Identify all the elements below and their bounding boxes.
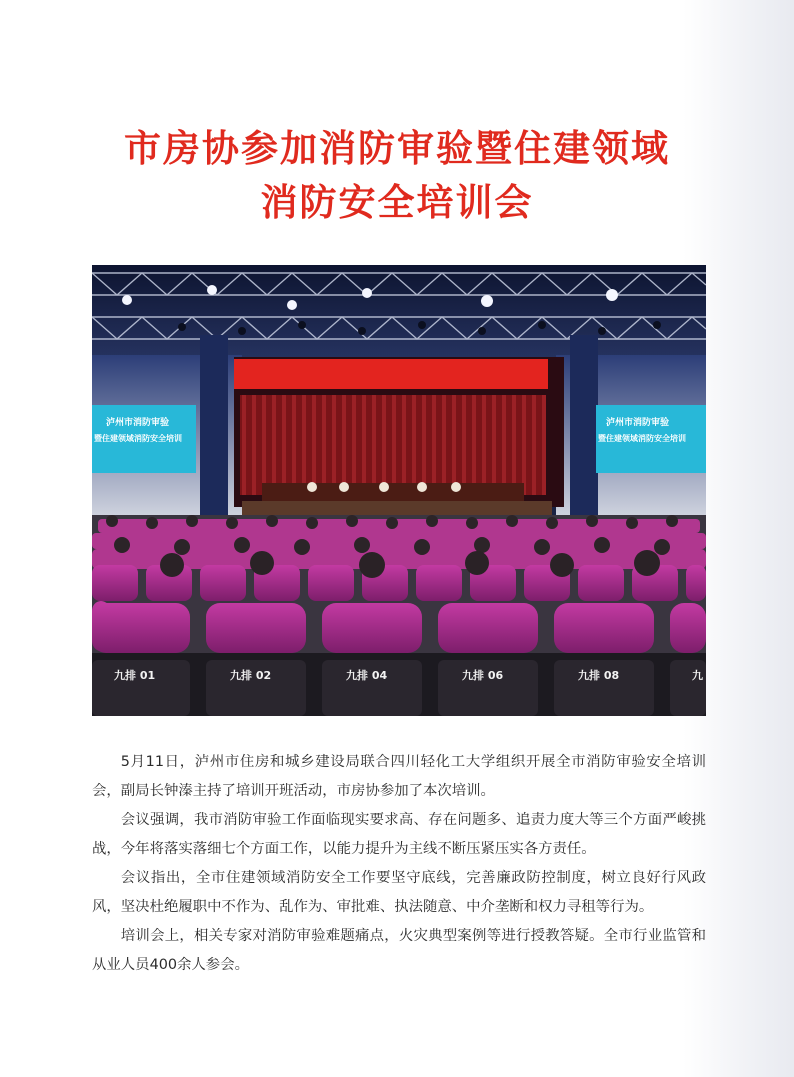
right-screen-line-1: 泸州市消防审验 (606, 418, 670, 428)
seat-rows (92, 515, 706, 716)
left-screen-line-1: 泸州市消防审验 (106, 418, 170, 428)
paragraph-1: 5月11日，泸州市住房和城乡建设局联合四川轻化工大学组织开展全市消防审验安全培训会，副局长钟溱主持了培训开班活动，市房协参加了本次培训。 (92, 754, 706, 799)
paragraph-4: 培训会上，相关专家对消防审验难题痛点，火灾典型案例等进行授教答疑。全市行业监管和从业人员400余人参会。 (92, 928, 706, 973)
paragraph-2: 会议强调，我市消防审验工作面临现实要求高、存在问题多、追责力度大等三个方面严峻挑战，今年将落实落细七个方面工作，以能力提升为主线不断压紧压实各方责任。 (92, 812, 706, 857)
right-screen-line-2: 暨住建领域消防安全培训 (598, 434, 686, 443)
seat-label-02: 九排 02 (230, 669, 272, 682)
paragraph-3: 会议指出，全市住建领域消防安全工作要坚守底线，完善廉政防控制度，树立良好行风政风，坚决杜绝履职中不作为、乱作为、审批难、执法随意、中介垄断和权力寻租等行为。 (92, 870, 706, 915)
conference-photo (92, 265, 706, 716)
stage-banner (234, 359, 548, 389)
seat-label-partial: 九 (692, 669, 703, 682)
stage-curtain (240, 395, 546, 495)
article-title-line-1: 市房协参加消防审验暨住建领域 (124, 127, 670, 170)
left-screen-line-2: 暨住建领域消防安全培训 (94, 434, 182, 443)
seat-label-04: 九排 04 (346, 669, 388, 682)
seat-label-08: 九排 08 (578, 669, 620, 682)
seat-label-06: 九排 06 (462, 669, 504, 682)
article-title-line-2: 消防安全培训会 (260, 181, 534, 224)
seat-label-01: 九排 01 (114, 669, 156, 682)
article-body (92, 748, 706, 980)
